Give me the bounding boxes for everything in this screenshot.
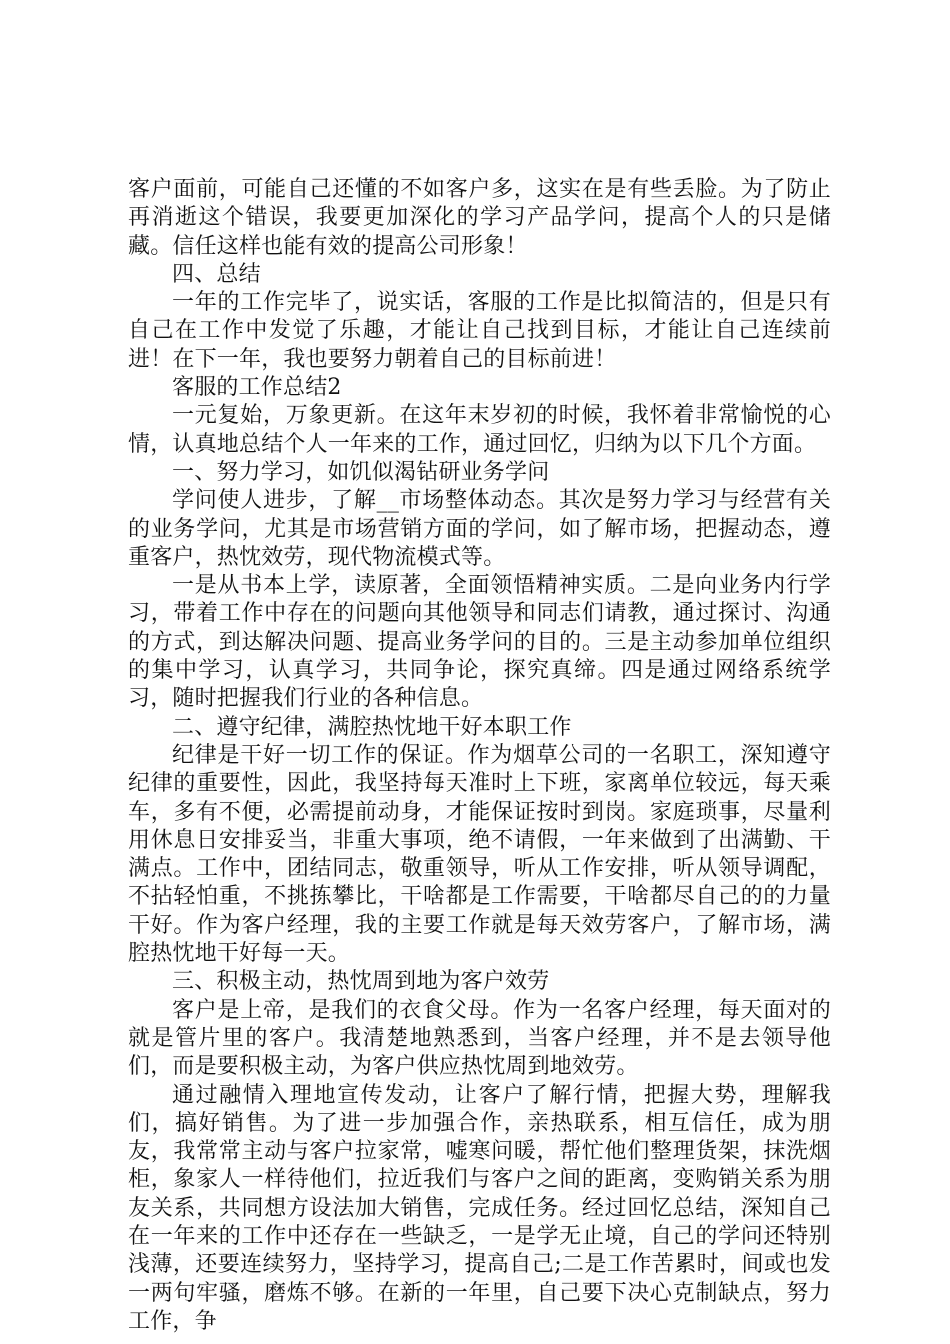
section-heading-study: 一、努力学习，如饥似渴钻研业务学问 [172,459,550,485]
paragraph-summary: 一年的工作完毕了，说实话，客服的工作是比拟简洁的，但是只有自己在工作中发觉了乐趣，才能让自己找到目标，才能让自己连续前进！在下一年，我也要努力朝着自己的目标前进！ [128,290,831,372]
paragraph-service-1: 客户是上帝，是我们的衣食父母。作为一名客户经理，每天面对的就是管片里的客户。我清楚地熟悉到，当客户经理，并不是去领导他们，而是要积极主动，为客户供应热忱周到地效劳。 [128,997,831,1080]
section-heading-service: 三、积极主动，热忱周到地为客户效劳 [172,969,550,995]
paragraph-service-2: 通过融情入理地宣传发动，让客户了解行情，把握大势，理解我们，搞好销售。为了进一步加强合作，亲热联系，相互信任，成为朋友，我常常主动与客户拉家常，嘘寒问暖，帮忙他们整理货架，抹洗烟柜，象家人一样待他们，拉近我们与客户之间的距离，变购销关系为朋友关系，共同想方设法加大销售，完成任务。经过回忆总结，深知自己在一年来的工作中还存在一些缺乏，一是学无止境，自己的学问还特别浅薄，还要连续努力，坚持学习，提高自己;二是工作苦累时，间或也发一两句牢骚，磨炼不够。在新的一年里，自己要下决心克制缺点，努力工作，争 [128,1082,831,1334]
paragraph-intro-continuation: 客户面前，可能自己还懂的不如客户多，这实在是有些丢脸。为了防止再消逝这个错误，我要更加深化的学习产品学问，提高个人的只是储藏。信任这样也能有效的提高公司形象！ [128,177,831,259]
document-subtitle: 客服的工作总结2 [172,375,342,401]
paragraph-study-1: 学问使人进步，了解__市场整体动态。其次是努力学习与经营有关的业务学问，尤其是市场营销方面的学问，如了解市场，把握动态，遵重客户，热忱效劳，现代物流模式等。 [128,488,831,570]
section-heading-summary: 四、总结 [172,261,261,287]
paragraph-opening: 一元复始，万象更新。在这年末岁初的时候，我怀着非常愉悦的心情，认真地总结个人一年来的工作，通过回忆，归纳为以下几个方面。 [128,403,831,457]
document-body [128,176,831,1336]
section-heading-discipline: 二、遵守纪律，满腔热忱地干好本职工作 [172,714,572,740]
paragraph-study-2: 一是从书本上学，读原著，全面领悟精神实质。二是向业务内行学习，带着工作中存在的问题向其他领导和同志们请教，通过探讨、沟通的方式，到达解决问题、提高业务学问的目的。三是主动参加单位组织的集中学习，认真学习，共同争论，探究真缔。四是通过网络系统学习，随时把握我们行业的各种信息。 [128,573,831,712]
paragraph-discipline: 纪律是干好一切工作的保证。作为烟草公司的一名职工，深知遵守纪律的重要性，因此，我坚持每天准时上下班，家离单位较远，每天乘车，多有不便，必需提前动身，才能保证按时到岗。家庭琐事，尽量利用休息日安排妥当，非重大事项，绝不请假，一年来做到了出满勤、干满点。工作中，团结同志，敬重领导，听从工作安排，听从领导调配，不拈轻怕重，不挑拣攀比，干啥都是工作需要，干啥都尽自己的的力量干好。作为客户经理，我的主要工作就是每天效劳客户，了解市场，满腔热忱地干好每一天。 [128,742,831,967]
